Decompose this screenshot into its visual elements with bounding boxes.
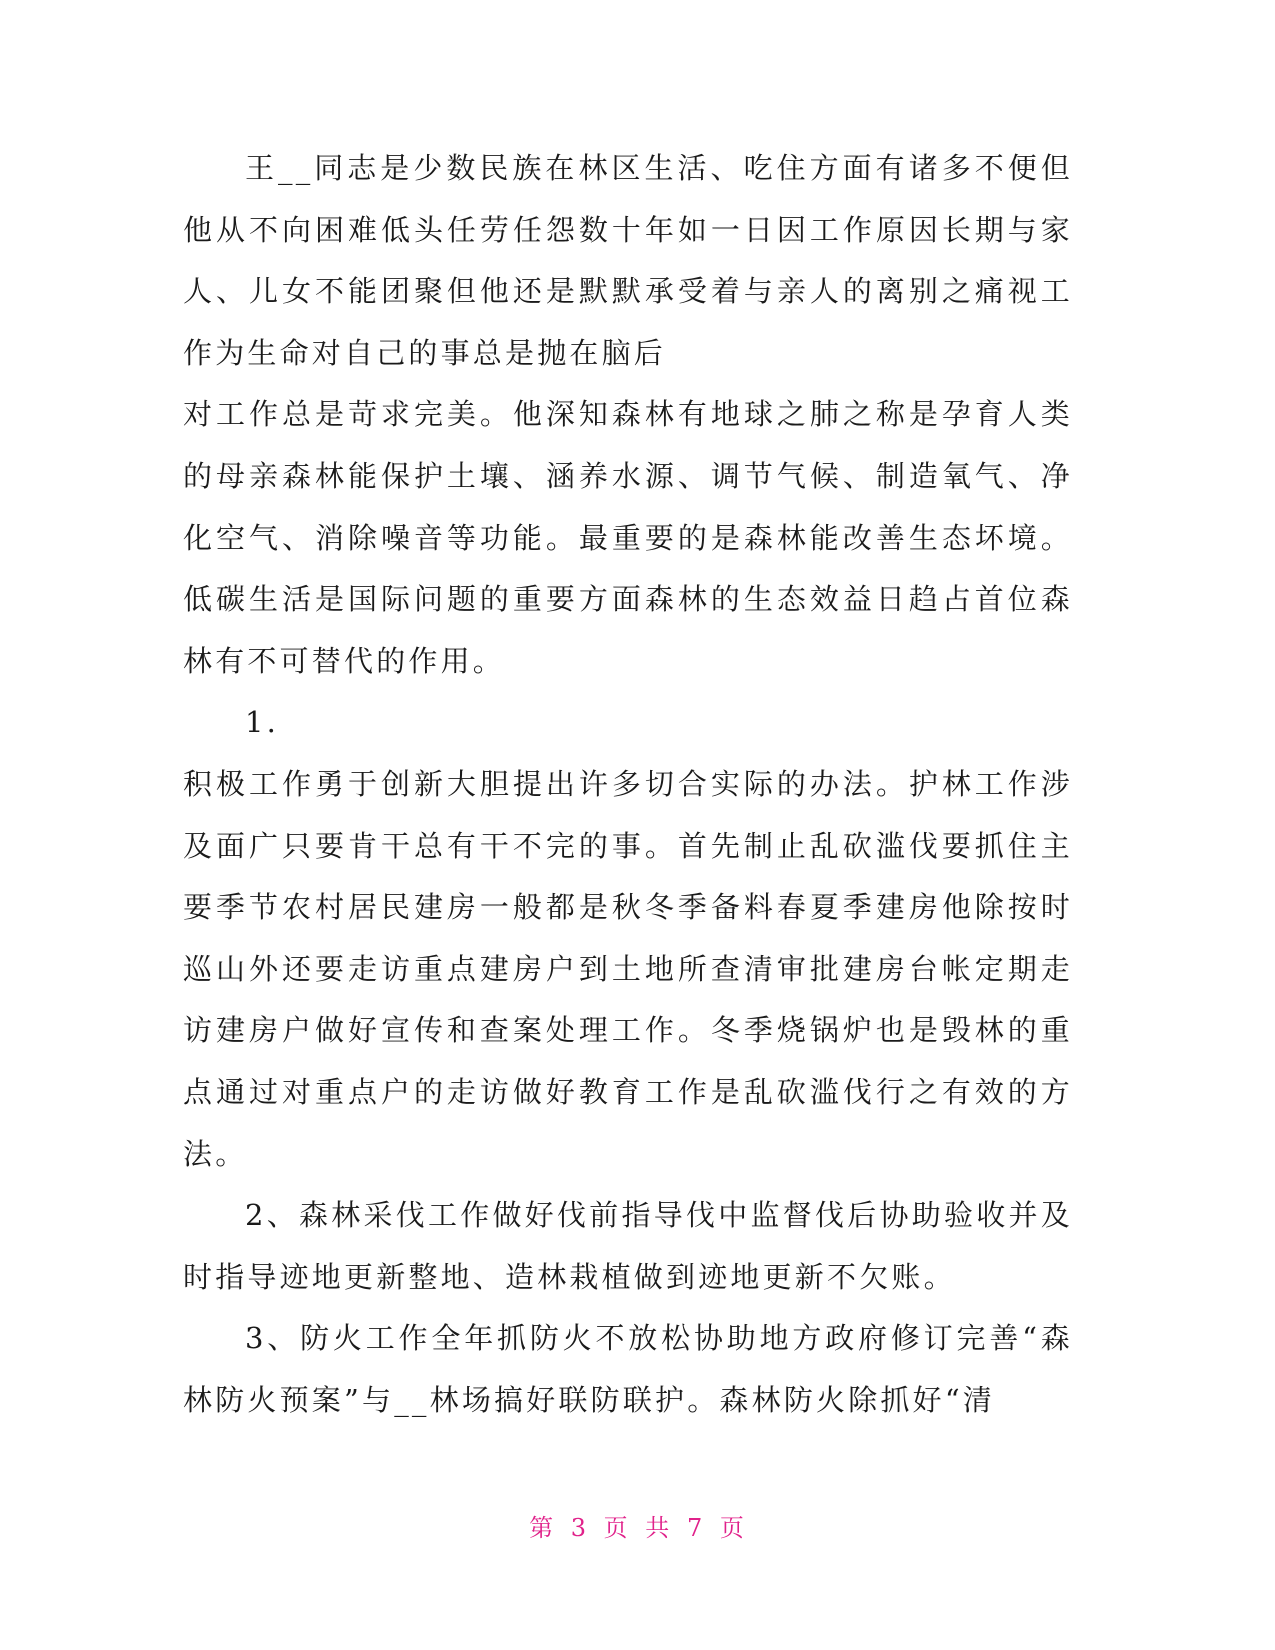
paragraph-item-2: 2、森林采伐工作做好伐前指导伐中监督伐后协助验收并及时指导迹地更新整地、造林栽植做到迹地更新不欠账。 [183, 1198, 1073, 1294]
list-number-1: 1. [245, 705, 280, 740]
paragraph-innovation: 积极工作勇于创新大胆提出许多切合实际的办法。护林工作涉及面广只要肯干总有干不完的事。首先制止乱砍滥伐要抓住主要季节农村居民建房一般都是秋冬季备料春夏季建房他除按时巡山外还要走访重点建房户到土地所查清审批建房台帐定期走访建房户做好宣传和查案处理工作。冬季烧锅炉也是毁林的重点通过对重点户的走访做好教育工作是乱砍滥伐行之有效的方法。 [183, 766, 1073, 1171]
page-number-footer: 第 3 页 共 7 页 [529, 1514, 746, 1542]
paragraph-item-3: 3、防火工作全年抓防火不放松协助地方政府修订完善“森林防火预案”与__林场搞好联防联护。森林防火除抓好“清 [183, 1321, 1073, 1417]
paragraph-forest-importance: 对工作总是苛求完美。他深知森林有地球之肺之称是孕育人类的母亲森林能保护土壤、涵养水源、调节气候、制造氧气、净化空气、消除噪音等功能。最重要的是森林能改善生态坏境。低碳生活是国际问题的重要方面森林的生态效益日趋占首位森林有不可替代的作用。 [183, 397, 1073, 678]
paragraph-intro: 王__同志是少数民族在林区生活、吃住方面有诸多不便但他从不向困难低头任劳任怨数十年如一日因工作原因长期与家人、儿女不能团聚但他还是默默承受着与亲人的离别之痛视工作为生命对自己的事总是抛在脑后 [183, 151, 1073, 370]
document-body [183, 138, 1073, 1431]
